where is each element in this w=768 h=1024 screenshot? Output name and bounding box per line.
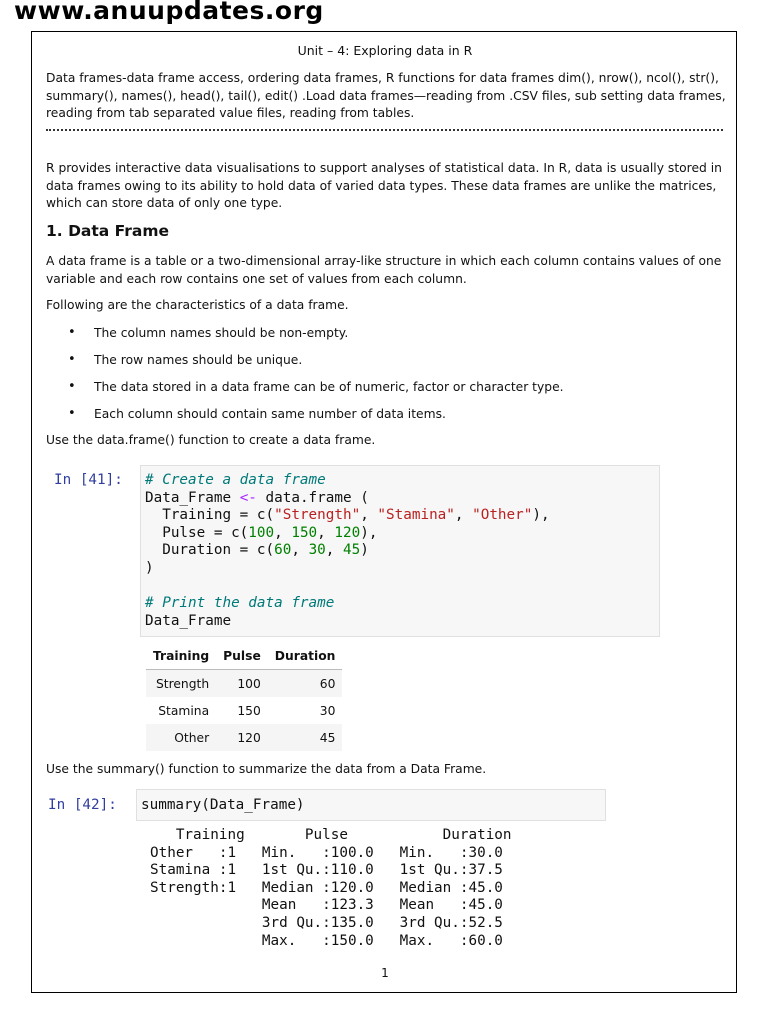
code-var: Data_Frame xyxy=(145,489,232,506)
summary-intro: Use the summary() function to summarize the data from a Data Frame. xyxy=(46,762,487,776)
list-item: • Each column should contain same number of data items. xyxy=(68,405,564,432)
code-duration: Duration = c( xyxy=(162,542,275,559)
table-cell: 100 xyxy=(237,676,261,691)
table-cell: Strength xyxy=(155,676,210,691)
page-frame xyxy=(31,31,737,993)
table-row xyxy=(146,670,342,698)
table-cell: 45 xyxy=(319,730,336,745)
table-cell: Stamina xyxy=(158,703,210,718)
column-header: Duration xyxy=(274,648,336,663)
code-string: "Stamina" xyxy=(377,507,455,524)
code-close: ) xyxy=(145,559,154,576)
output-line: Training Pulse Duration xyxy=(150,827,538,843)
table-row xyxy=(146,724,342,751)
code-string: "Other" xyxy=(472,507,533,524)
output-line: 3rd Qu.:135.0 3rd Qu.:52.5 xyxy=(150,914,521,931)
cell-41-prompt: In [41]: xyxy=(54,472,123,488)
code-training: Training = c( xyxy=(162,507,275,524)
code-string: "Strength" xyxy=(274,507,361,524)
data-frame-table xyxy=(146,642,342,751)
cell-42-code: summary(Data_Frame) xyxy=(141,797,305,813)
list-item: • The row names should be unique. xyxy=(68,351,564,378)
section-heading: 1. Data Frame xyxy=(46,222,170,240)
table-header-row xyxy=(146,642,342,670)
characteristics-list xyxy=(68,324,564,432)
code-number: 100 xyxy=(248,524,275,541)
site-url: www.anuupdates.org xyxy=(14,0,324,25)
table-cell: 150 xyxy=(237,703,261,718)
output-line: Strength:1 Median :120.0 Median :45.0 xyxy=(150,879,521,896)
definition-paragraph: A data frame is a table or a two-dimensional array-like structure in which each column contains values of one variable and each row contains one set of values from each column. xyxy=(46,254,722,286)
page-title: Unit – 4: Exploring data in R xyxy=(297,43,473,58)
code-number: 120 xyxy=(334,524,361,541)
table-cell: 120 xyxy=(237,730,261,745)
cell-41-code: # Create a data frame Data_Frame <- data.frame ( Training = c("Strength", "Stamina", "Other"), Pulse = c(100, 150, 120), Duration = c(60, 30, 45) ) # Print the data frame Data_Frame xyxy=(145,472,550,629)
characteristics-intro: Following are the characteristics of a data frame. xyxy=(46,298,349,312)
output-line: Mean :123.3 Mean :45.0 xyxy=(150,897,521,914)
intro-paragraph: R provides interactive data visualisations to support analyses of statistical data. In R, data is usually stored in data frames owing to its ability to hold data of varied data types. These data frames are unlike the matrices, which can store data of only one type. xyxy=(46,161,722,210)
dotted-divider xyxy=(46,129,723,131)
code-comment: # Create a data frame xyxy=(145,472,326,488)
code-number: 150 xyxy=(291,524,318,541)
table-cell: 60 xyxy=(319,676,336,691)
create-intro: Use the data.frame() function to create a data frame. xyxy=(46,433,376,447)
cell-42-prompt: In [42]: xyxy=(48,797,117,813)
output-line: Max. :150.0 Max. :60.0 xyxy=(150,932,521,949)
output-line: Other :1 Min. :100.0 Min. :30.0 xyxy=(150,844,521,861)
list-item: • The data stored in a data frame can be of numeric, factor or character type. xyxy=(68,378,564,405)
page-number: 1 xyxy=(381,966,389,980)
column-header: Training xyxy=(153,648,210,663)
output-line: Stamina :1 1st Qu.:110.0 1st Qu.:37.5 xyxy=(150,862,521,879)
syllabus-paragraph: Data frames-data frame access, ordering data frames, R functions for data frames dim(), nrow(), ncol(), str(), summary(), names(), head(), tail(), edit() .Load data frames—reading from .CSV files, sub setting data frames, reading from tab separated value files, reading from tables. xyxy=(46,71,726,120)
code-operator: <- xyxy=(239,489,257,506)
summary-output xyxy=(150,827,537,950)
code-number: 30 xyxy=(308,542,326,559)
code-number: 60 xyxy=(274,542,292,559)
code-fn: data.frame ( xyxy=(265,489,369,506)
code-comment: # Print the data frame xyxy=(145,595,335,612)
code-var: Data_Frame xyxy=(145,612,232,629)
code-pulse: Pulse = c( xyxy=(162,524,249,541)
code-number: 45 xyxy=(343,542,361,559)
column-header: Pulse xyxy=(223,648,261,663)
table-row xyxy=(146,697,342,724)
list-item: • The column names should be non-empty. xyxy=(68,324,564,351)
table-cell: Other xyxy=(174,730,210,745)
table-cell: 30 xyxy=(319,703,336,718)
